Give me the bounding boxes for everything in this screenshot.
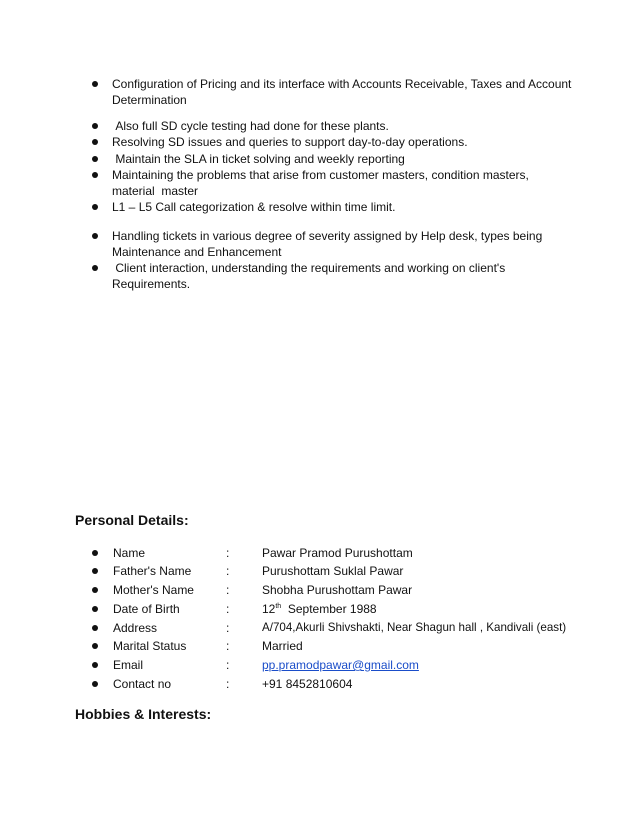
bullet-icon: [92, 233, 98, 239]
detail-label: Email: [113, 658, 144, 672]
detail-value: [262, 600, 377, 618]
duty-text: Maintain the SLA in ticket solving and weekly reporting: [112, 152, 405, 166]
detail-value: A/704,Akurli Shivshakti, Near Shagun hall , Kandivali (east): [262, 621, 567, 634]
dob-day: 12: [262, 602, 276, 616]
detail-separator: :: [226, 658, 230, 672]
bullet-icon: [92, 681, 98, 687]
bullet-icon: [92, 568, 98, 574]
detail-value: Shobha Purushottam Pawar: [262, 583, 413, 597]
detail-label: Date of Birth: [113, 602, 180, 616]
detail-separator: :: [226, 602, 230, 616]
detail-label: Contact no: [113, 677, 172, 691]
detail-row-email: [0, 656, 638, 674]
detail-separator: :: [226, 564, 230, 578]
bullet-icon: [92, 123, 98, 129]
detail-value: +91 8452810604: [262, 677, 353, 691]
detail-row-address: [0, 619, 638, 637]
detail-row-mother: [0, 581, 638, 599]
detail-row-father: [0, 562, 638, 580]
bullet-icon: [92, 156, 98, 162]
bullet-icon: [92, 606, 98, 612]
duty-text: L1 – L5 Call categorization & resolve within time limit.: [112, 200, 396, 214]
detail-value: Married: [262, 639, 303, 653]
dob-day-suffix: th: [275, 603, 282, 610]
detail-row-dob: [0, 600, 638, 618]
duty-text: Client interaction, understanding the requirements and working on client's Requirements.: [112, 261, 509, 291]
detail-label: Name: [113, 546, 146, 560]
bullet-icon: [92, 550, 98, 556]
detail-label: Mother's Name: [113, 583, 194, 597]
detail-separator: :: [226, 621, 230, 635]
bullet-icon: [92, 139, 98, 145]
detail-value: Pawar Pramod Purushottam: [262, 546, 413, 560]
detail-value: Purushottam Suklal Pawar: [262, 564, 404, 578]
duty-text: Also full SD cycle testing had done for these plants.: [112, 119, 389, 133]
detail-separator: :: [226, 546, 230, 560]
detail-row-name: [0, 544, 638, 562]
bullet-icon: [92, 587, 98, 593]
detail-row-marital: [0, 637, 638, 655]
bullet-icon: [92, 172, 98, 178]
hobbies-heading: Hobbies & Interests:: [75, 706, 212, 722]
bullet-icon: [92, 204, 98, 210]
bullet-icon: [92, 643, 98, 649]
duty-text: Handling tickets in various degree of severity assigned by Help desk, types being Maintenance and Enhancement: [112, 229, 546, 259]
bullet-icon: [92, 265, 98, 271]
detail-label: Address: [113, 621, 158, 635]
detail-value: [262, 656, 419, 674]
detail-label: Marital Status: [113, 639, 187, 653]
detail-separator: :: [226, 677, 230, 691]
detail-separator: :: [226, 639, 230, 653]
detail-separator: :: [226, 583, 230, 597]
personal-details-heading: Personal Details:: [75, 512, 189, 528]
bullet-icon: [92, 662, 98, 668]
bullet-icon: [92, 625, 98, 631]
duty-text: Resolving SD issues and queries to support day-to-day operations.: [112, 135, 468, 149]
duty-text: Configuration of Pricing and its interface with Accounts Receivable, Taxes and Account Determination: [112, 77, 575, 107]
detail-row-contact: [0, 675, 638, 693]
email-link[interactable]: pp.pramodpawar@gmail.com: [262, 658, 419, 672]
bullet-icon: [92, 81, 98, 87]
detail-label: Father's Name: [113, 564, 192, 578]
dob-rest: September 1988: [281, 602, 377, 616]
duty-text: Maintaining the problems that arise from customer masters, condition masters, material master: [112, 168, 533, 198]
